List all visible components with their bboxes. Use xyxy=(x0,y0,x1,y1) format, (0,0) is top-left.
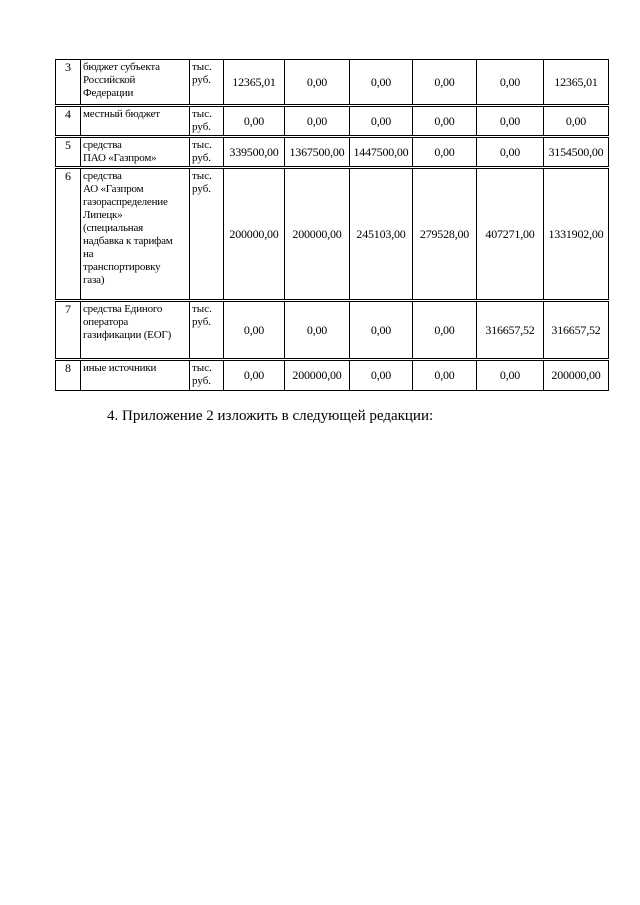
table-row xyxy=(56,60,609,106)
value-cell: 200000,00 xyxy=(224,168,285,301)
value-cell: 0,00 xyxy=(224,106,285,137)
row-index-cell: 5 xyxy=(56,137,81,168)
total-cell: 316657,52 xyxy=(544,301,609,360)
row-index-cell: 4 xyxy=(56,106,81,137)
value-cell: 0,00 xyxy=(477,106,544,137)
unit-cell: тыс. руб. xyxy=(190,60,224,106)
budget-sources-table xyxy=(55,59,609,391)
row-index-cell: 7 xyxy=(56,301,81,360)
total-cell: 12365,01 xyxy=(544,60,609,106)
value-cell: 0,00 xyxy=(350,60,413,106)
value-cell: 12365,01 xyxy=(224,60,285,106)
funding-source-cell: средства Единого оператора газификации (ЕОГ) xyxy=(81,301,190,360)
value-cell: 0,00 xyxy=(285,60,350,106)
table-row xyxy=(56,137,609,168)
row-index-cell: 3 xyxy=(56,60,81,106)
value-cell: 0,00 xyxy=(477,360,544,391)
value-cell: 0,00 xyxy=(224,301,285,360)
value-cell: 0,00 xyxy=(413,301,477,360)
row-index-cell: 6 xyxy=(56,168,81,301)
value-cell: 245103,00 xyxy=(350,168,413,301)
value-cell: 407271,00 xyxy=(477,168,544,301)
value-cell: 0,00 xyxy=(350,301,413,360)
value-cell: 1367500,00 xyxy=(285,137,350,168)
value-cell: 0,00 xyxy=(285,106,350,137)
value-cell: 0,00 xyxy=(224,360,285,391)
value-cell: 0,00 xyxy=(285,301,350,360)
unit-cell: тыс. руб. xyxy=(190,360,224,391)
value-cell: 339500,00 xyxy=(224,137,285,168)
unit-cell: тыс. руб. xyxy=(190,168,224,301)
value-cell: 200000,00 xyxy=(285,168,350,301)
unit-cell: тыс. руб. xyxy=(190,106,224,137)
table-row xyxy=(56,360,609,391)
total-cell: 200000,00 xyxy=(544,360,609,391)
value-cell: 0,00 xyxy=(413,360,477,391)
value-cell: 1447500,00 xyxy=(350,137,413,168)
value-cell: 0,00 xyxy=(413,60,477,106)
value-cell: 316657,52 xyxy=(477,301,544,360)
value-cell: 0,00 xyxy=(350,360,413,391)
table-row xyxy=(56,106,609,137)
amendment-paragraph: 4. Приложение 2 изложить в следующей редакции: xyxy=(107,408,434,424)
unit-cell: тыс. руб. xyxy=(190,137,224,168)
value-cell: 0,00 xyxy=(413,106,477,137)
value-cell: 279528,00 xyxy=(413,168,477,301)
table-row xyxy=(56,301,609,360)
funding-source-cell: бюджет субъекта Российской Федерации xyxy=(81,60,190,106)
value-cell: 0,00 xyxy=(413,137,477,168)
value-cell: 0,00 xyxy=(350,106,413,137)
table-row xyxy=(56,168,609,301)
funding-source-cell: средства АО «Газпром газораспределение Липецк» (специальная надбавка к тарифам на транспортировку газа) xyxy=(81,168,190,301)
value-cell: 0,00 xyxy=(477,60,544,106)
row-index-cell: 8 xyxy=(56,360,81,391)
funding-source-cell: средства ПАО «Газпром» xyxy=(81,137,190,168)
funding-source-cell: иные источники xyxy=(81,360,190,391)
value-cell: 200000,00 xyxy=(285,360,350,391)
total-cell: 1331902,00 xyxy=(544,168,609,301)
funding-source-cell: местный бюджет xyxy=(81,106,190,137)
total-cell: 3154500,00 xyxy=(544,137,609,168)
unit-cell: тыс. руб. xyxy=(190,301,224,360)
value-cell: 0,00 xyxy=(477,137,544,168)
total-cell: 0,00 xyxy=(544,106,609,137)
